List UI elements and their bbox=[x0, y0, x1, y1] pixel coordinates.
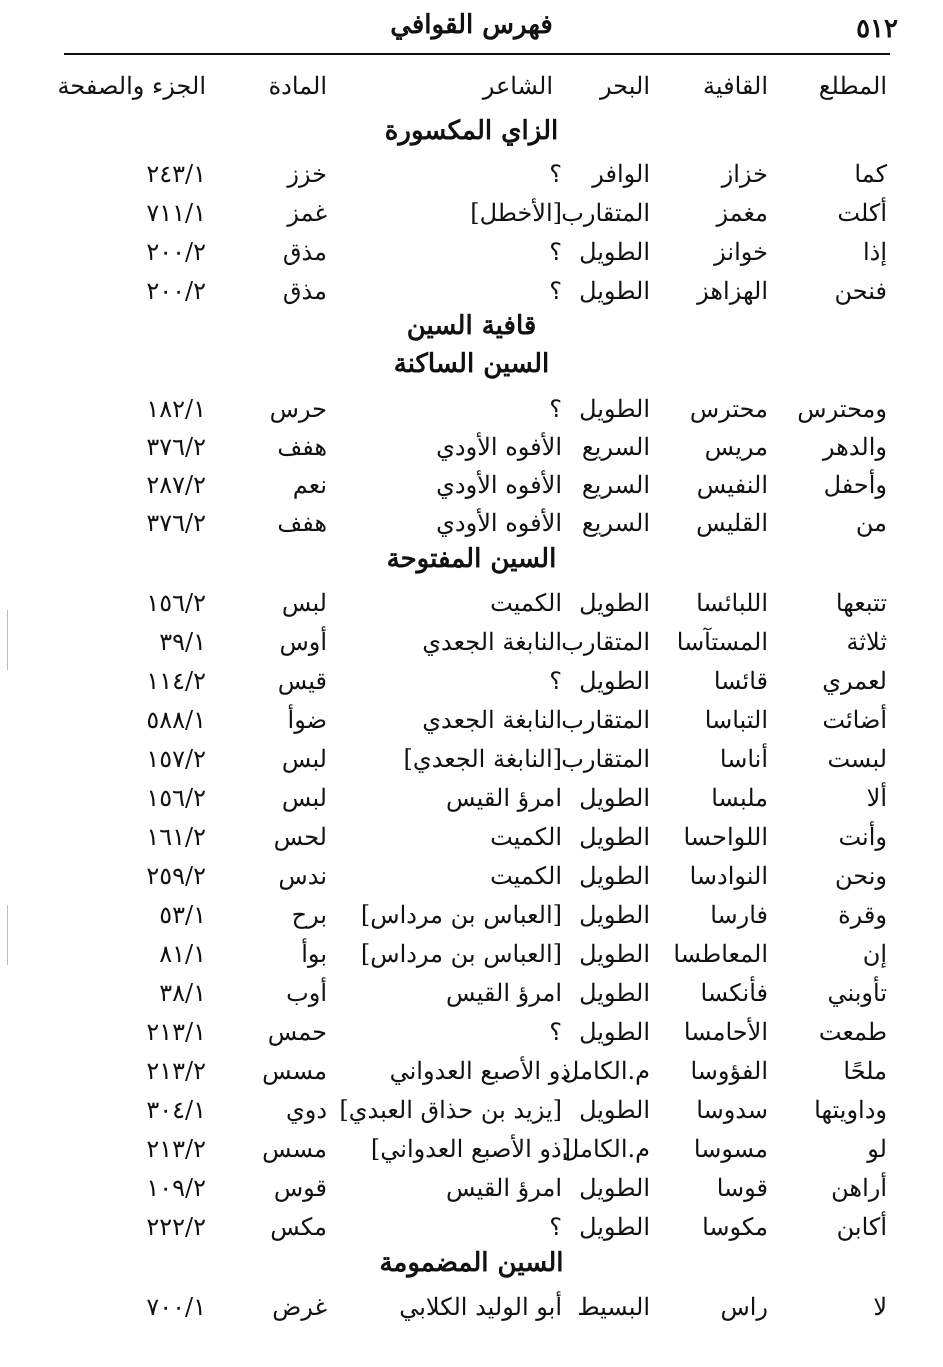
cell-juz: ١٥٦/٢ bbox=[146, 589, 206, 617]
cell-bahr: الطويل bbox=[579, 667, 650, 695]
cell-matla: أراهن bbox=[831, 1174, 887, 1202]
column-header-madda: المادة bbox=[268, 72, 327, 100]
header-rule bbox=[64, 53, 890, 55]
cell-madda: لبس bbox=[281, 589, 327, 617]
cell-madda: غرض bbox=[272, 1293, 327, 1321]
cell-qafiya: النفيس bbox=[696, 471, 768, 499]
cell-bahr: السريع bbox=[581, 433, 650, 461]
cell-madda: هفف bbox=[277, 433, 327, 461]
section-heading: السين المفتوحة bbox=[386, 544, 557, 574]
cell-madda: مذق bbox=[282, 277, 327, 305]
cell-madda: أوس bbox=[279, 628, 327, 656]
cell-madda: أوب bbox=[286, 979, 327, 1007]
cell-madda: مسس bbox=[262, 1135, 327, 1163]
cell-juz: ٣٨/١ bbox=[159, 979, 206, 1007]
cell-qafiya: النوادسا bbox=[689, 862, 768, 890]
table-row bbox=[0, 624, 943, 660]
cell-qafiya: الهزاهز bbox=[697, 277, 768, 305]
cell-juz: ١٥٧/٢ bbox=[146, 745, 206, 773]
cell-qafiya: سدوسا bbox=[696, 1096, 768, 1124]
cell-bahr: المتقارب bbox=[561, 199, 650, 227]
cell-madda: مسس bbox=[262, 1057, 327, 1085]
cell-madda: مكس bbox=[270, 1213, 327, 1241]
cell-shaer: امرؤ القيس bbox=[446, 979, 562, 1007]
cell-shaer: النابغة الجعدي bbox=[422, 628, 562, 656]
cell-juz: ٢٨٧/٢ bbox=[146, 471, 206, 499]
cell-bahr: الطويل bbox=[579, 589, 650, 617]
cell-bahr: الطويل bbox=[579, 940, 650, 968]
cell-juz: ٧١١/١ bbox=[146, 199, 206, 227]
section-heading: السين الساكنة bbox=[393, 349, 550, 379]
cell-qafiya: التباسا bbox=[704, 706, 768, 734]
table-row bbox=[0, 780, 943, 816]
cell-matla: لا bbox=[873, 1293, 887, 1321]
cell-shaer: امرؤ القيس bbox=[446, 784, 562, 812]
table-row bbox=[0, 819, 943, 855]
cell-madda: برح bbox=[291, 901, 327, 929]
table-row bbox=[0, 429, 943, 465]
table-row bbox=[0, 1092, 943, 1128]
cell-matla: تأوبني bbox=[827, 979, 887, 1007]
cell-shaer: ؟ bbox=[549, 1018, 562, 1046]
cell-matla: ونحن bbox=[834, 862, 887, 890]
cell-matla: تتبعها bbox=[835, 589, 887, 617]
cell-bahr: المتقارب bbox=[561, 628, 650, 656]
cell-shaer: الأفوه الأودي bbox=[436, 433, 562, 461]
cell-juz: ١٨٢/١ bbox=[146, 395, 206, 423]
table-row bbox=[0, 391, 943, 427]
cell-qafiya: المستآسا bbox=[676, 628, 768, 656]
cell-qafiya: فأنكسا bbox=[700, 979, 768, 1007]
table-row bbox=[0, 505, 943, 541]
cell-bahr: البسيط bbox=[577, 1293, 650, 1321]
cell-shaer: ؟ bbox=[549, 277, 562, 305]
cell-qafiya: خوانز bbox=[714, 238, 768, 266]
cell-juz: ٢٠٠/٢ bbox=[146, 277, 206, 305]
cell-shaer: الكميت bbox=[490, 823, 562, 851]
table-row bbox=[0, 858, 943, 894]
cell-bahr: الوافر bbox=[592, 160, 650, 188]
cell-juz: ٢٥٩/٢ bbox=[146, 862, 206, 890]
cell-qafiya: راس bbox=[720, 1293, 768, 1321]
cell-madda: هفف bbox=[277, 509, 327, 537]
cell-shaer: [العباس بن مرداس] bbox=[360, 901, 562, 929]
cell-juz: ٥٣/١ bbox=[159, 901, 206, 929]
cell-matla: أكلت bbox=[837, 199, 887, 227]
cell-madda: مذق bbox=[282, 238, 327, 266]
cell-matla: من bbox=[855, 509, 887, 537]
cell-juz: ٢٠٠/٢ bbox=[146, 238, 206, 266]
table-row bbox=[0, 1053, 943, 1089]
cell-bahr: الطويل bbox=[579, 862, 650, 890]
cell-bahr: م.الكامل bbox=[561, 1135, 650, 1163]
cell-qafiya: أناسا bbox=[719, 745, 768, 773]
cell-madda: نعم bbox=[292, 471, 327, 499]
cell-matla: وأحفل bbox=[823, 471, 887, 499]
cell-qafiya: مكوسا bbox=[702, 1213, 768, 1241]
cell-bahr: الطويل bbox=[579, 277, 650, 305]
cell-bahr: الطويل bbox=[579, 1174, 650, 1202]
cell-madda: لحس bbox=[273, 823, 327, 851]
cell-qafiya: محترس bbox=[689, 395, 768, 423]
table-row bbox=[0, 273, 943, 309]
cell-matla: أضائت bbox=[822, 706, 887, 734]
column-header-juz: الجزء والصفحة bbox=[57, 72, 206, 100]
cell-matla: طمعت bbox=[818, 1018, 887, 1046]
cell-shaer: [الأخطل] bbox=[470, 199, 562, 227]
column-header-shaer: الشاعر bbox=[482, 72, 553, 100]
cell-juz: ٢١٣/٢ bbox=[146, 1135, 206, 1163]
cell-shaer: ؟ bbox=[549, 238, 562, 266]
cell-juz: ١٠٩/٢ bbox=[146, 1174, 206, 1202]
cell-juz: ٣٩/١ bbox=[159, 628, 206, 656]
cell-matla: ملحًا bbox=[843, 1057, 887, 1085]
cell-shaer: ؟ bbox=[549, 667, 562, 695]
cell-qafiya: الفؤوسا bbox=[690, 1057, 768, 1085]
table-row bbox=[0, 702, 943, 738]
table-row bbox=[0, 195, 943, 231]
table-row bbox=[0, 234, 943, 270]
cell-matla: إذا bbox=[862, 238, 887, 266]
column-header-matla: المطلع bbox=[818, 72, 887, 100]
cell-qafiya: مريس bbox=[704, 433, 768, 461]
cell-madda: حمس bbox=[267, 1018, 327, 1046]
cell-matla: أكابن bbox=[836, 1213, 887, 1241]
cell-shaer: الأفوه الأودي bbox=[436, 509, 562, 537]
table-row bbox=[0, 741, 943, 777]
cell-juz: ٢١٣/١ bbox=[146, 1018, 206, 1046]
cell-shaer: الأفوه الأودي bbox=[436, 471, 562, 499]
cell-matla: وقرة bbox=[838, 901, 887, 929]
cell-matla: وأنت bbox=[838, 823, 887, 851]
cell-juz: ١١٤/٢ bbox=[146, 667, 206, 695]
cell-juz: ٣٧٦/٢ bbox=[146, 433, 206, 461]
column-header-bahr: البحر bbox=[600, 72, 650, 100]
cell-shaer: امرؤ القيس bbox=[446, 1174, 562, 1202]
table-row bbox=[0, 936, 943, 972]
cell-shaer: [العباس بن مرداس] bbox=[360, 940, 562, 968]
cell-bahr: الطويل bbox=[579, 1096, 650, 1124]
cell-madda: خزز bbox=[287, 160, 327, 188]
table-row bbox=[0, 1170, 943, 1206]
table-row bbox=[0, 975, 943, 1011]
cell-shaer: الكميت bbox=[490, 862, 562, 890]
cell-qafiya: مغمز bbox=[716, 199, 768, 227]
cell-bahr: السريع bbox=[581, 509, 650, 537]
cell-juz: ٥٨٨/١ bbox=[146, 706, 206, 734]
cell-shaer: ؟ bbox=[549, 160, 562, 188]
cell-matla: إن bbox=[862, 940, 887, 968]
cell-madda: لبس bbox=[281, 784, 327, 812]
cell-bahr: السريع bbox=[581, 471, 650, 499]
cell-qafiya: خزاز bbox=[721, 160, 768, 188]
cell-shaer: أبو الوليد الكلابي bbox=[399, 1293, 562, 1321]
cell-juz: ٨١/١ bbox=[159, 940, 206, 968]
cell-bahr: المتقارب bbox=[561, 706, 650, 734]
cell-shaer: [يزيد بن حذاق العبدي] bbox=[339, 1096, 562, 1124]
cell-matla: ألا bbox=[866, 784, 887, 812]
cell-juz: ٣٧٦/٢ bbox=[146, 509, 206, 537]
cell-shaer: ؟ bbox=[549, 1213, 562, 1241]
cell-qafiya: ملبسا bbox=[711, 784, 768, 812]
cell-qafiya: فارسا bbox=[710, 901, 768, 929]
cell-bahr: م.الكامل bbox=[561, 1057, 650, 1085]
cell-qafiya: مسوسا bbox=[693, 1135, 768, 1163]
cell-matla: وداويتها bbox=[814, 1096, 887, 1124]
cell-madda: ضوأ bbox=[287, 706, 327, 734]
table-row bbox=[0, 663, 943, 699]
cell-madda: لبس bbox=[281, 745, 327, 773]
section-heading: الزاي المكسورة bbox=[384, 116, 559, 146]
cell-bahr: الطويل bbox=[579, 395, 650, 423]
cell-matla: فنحن bbox=[834, 277, 887, 305]
table-row bbox=[0, 1131, 943, 1167]
cell-bahr: الطويل bbox=[579, 1018, 650, 1046]
cell-shaer: النابغة الجعدي bbox=[422, 706, 562, 734]
cell-bahr: الطويل bbox=[579, 901, 650, 929]
cell-qafiya: المعاطسا bbox=[673, 940, 768, 968]
cell-matla: لبست bbox=[827, 745, 887, 773]
cell-juz: ١٥٦/٢ bbox=[146, 784, 206, 812]
cell-madda: حرس bbox=[269, 395, 327, 423]
cell-shaer: ؟ bbox=[549, 395, 562, 423]
cell-juz: ٧٠٠/١ bbox=[146, 1293, 206, 1321]
cell-bahr: الطويل bbox=[579, 979, 650, 1007]
cell-matla: لعمري bbox=[822, 667, 887, 695]
cell-shaer: ذو الأصبع العدواني bbox=[389, 1057, 571, 1085]
page-title: فهرس القوافي bbox=[390, 10, 553, 40]
cell-shaer: [النابغة الجعدي] bbox=[403, 745, 562, 773]
cell-matla: لو bbox=[867, 1135, 887, 1163]
cell-juz: ٢٤٣/١ bbox=[146, 160, 206, 188]
table-row bbox=[0, 1014, 943, 1050]
cell-matla: ثلاثة bbox=[846, 628, 887, 656]
cell-qafiya: الأحامسا bbox=[683, 1018, 768, 1046]
cell-juz: ٢٢٢/٢ bbox=[146, 1213, 206, 1241]
cell-matla: كما bbox=[854, 160, 887, 188]
cell-shaer: [ذو الأصبع العدواني] bbox=[370, 1135, 571, 1163]
cell-bahr: الطويل bbox=[579, 823, 650, 851]
cell-bahr: الطويل bbox=[579, 1213, 650, 1241]
cell-qafiya: القليس bbox=[696, 509, 768, 537]
cell-juz: ١٦١/٢ bbox=[146, 823, 206, 851]
column-header-qafiya: القافية bbox=[702, 72, 768, 100]
cell-matla: والدهر bbox=[822, 433, 887, 461]
section-heading: قافية السين bbox=[406, 311, 537, 341]
cell-qafiya: قائسا bbox=[713, 667, 768, 695]
cell-bahr: الطويل bbox=[579, 238, 650, 266]
cell-bahr: المتقارب bbox=[561, 745, 650, 773]
cell-madda: قيس bbox=[277, 667, 327, 695]
page-number: ٥١٢ bbox=[856, 14, 898, 44]
cell-qafiya: اللبائسا bbox=[696, 589, 768, 617]
cell-juz: ٢١٣/٢ bbox=[146, 1057, 206, 1085]
table-row bbox=[0, 1209, 943, 1245]
cell-qafiya: اللواحسا bbox=[683, 823, 768, 851]
cell-madda: قوس bbox=[273, 1174, 327, 1202]
cell-madda: ندس bbox=[278, 862, 327, 890]
table-row bbox=[0, 467, 943, 503]
cell-matla: ومحترس bbox=[797, 395, 887, 423]
section-heading: السين المضمومة bbox=[379, 1248, 564, 1278]
cell-madda: غمز bbox=[287, 199, 327, 227]
cell-madda: بوأ bbox=[301, 940, 327, 968]
table-row bbox=[0, 1289, 943, 1325]
cell-shaer: الكميت bbox=[490, 589, 562, 617]
cell-bahr: الطويل bbox=[579, 784, 650, 812]
table-row bbox=[0, 585, 943, 621]
cell-madda: دوي bbox=[285, 1096, 327, 1124]
column-header-row bbox=[0, 68, 943, 104]
cell-juz: ٣٠٤/١ bbox=[146, 1096, 206, 1124]
table-row bbox=[0, 156, 943, 192]
cell-qafiya: قوسا bbox=[716, 1174, 768, 1202]
table-row bbox=[0, 897, 943, 933]
